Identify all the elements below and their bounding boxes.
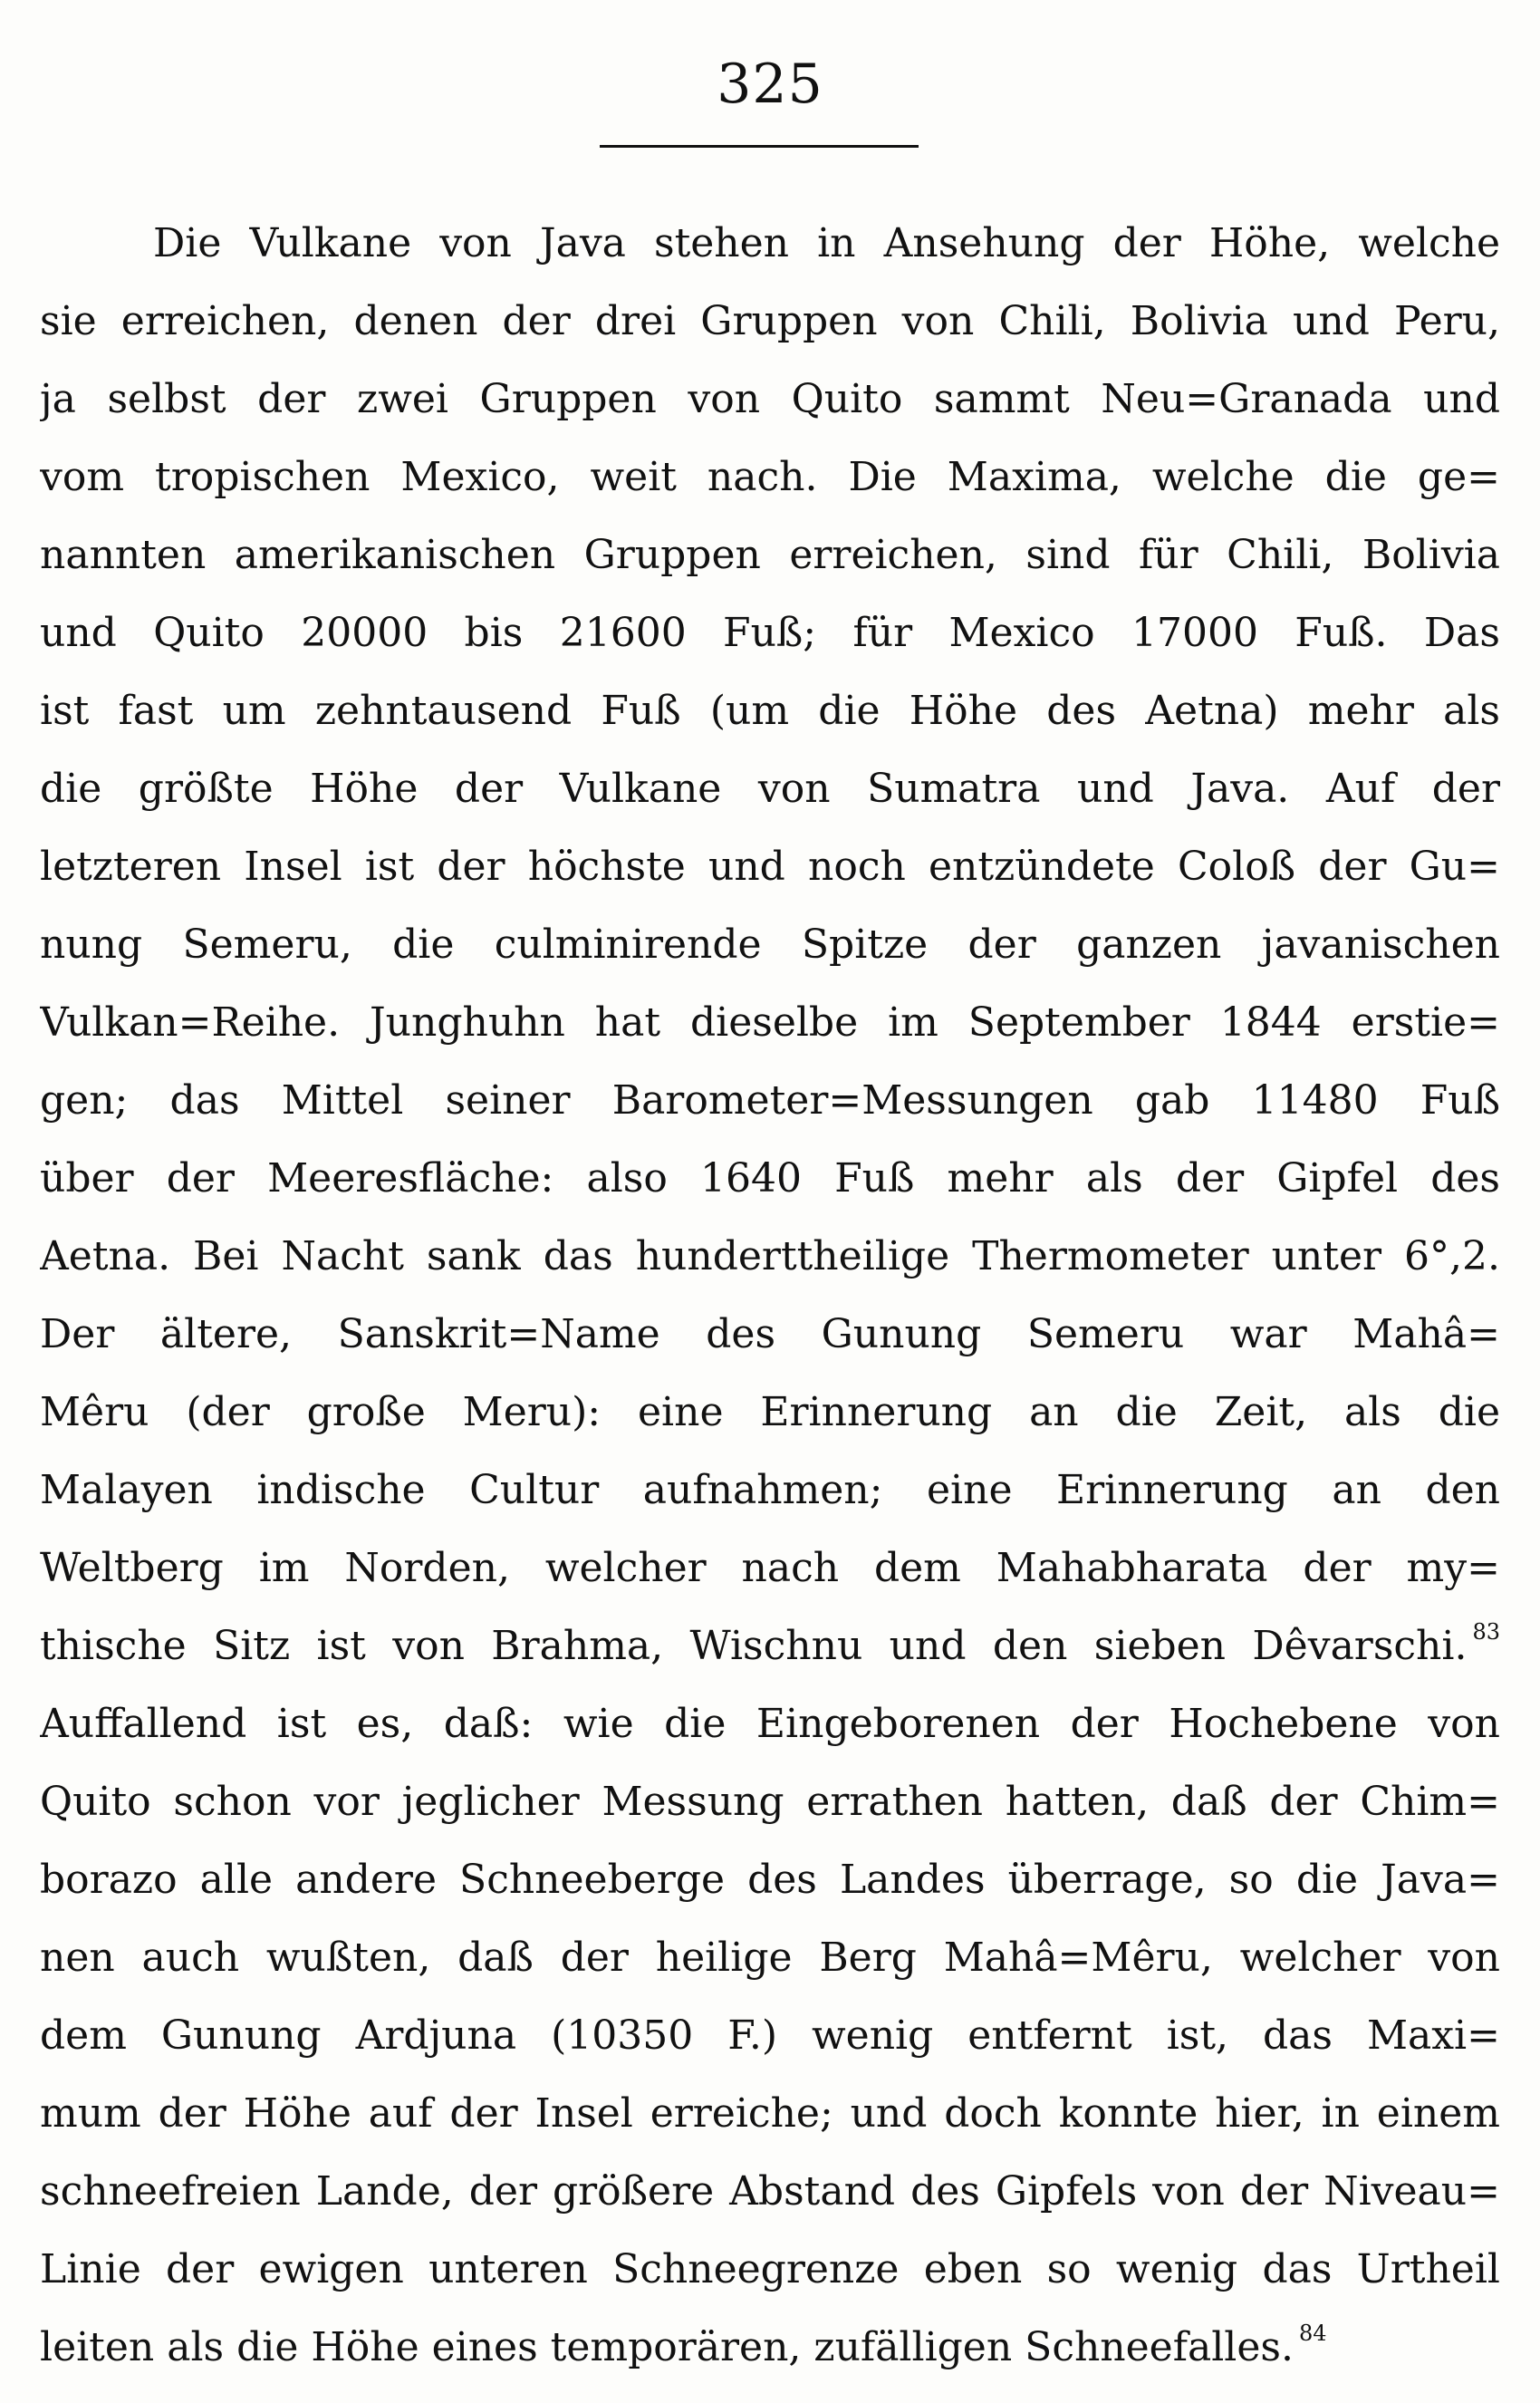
text-line: thische Sitz ist von Brahma, Wischnu und den sieben Dêvarschi. $^{83}$ — [40, 1619, 1500, 1669]
text-line: Vulkan=Reihe. Junghuhn hat dieselbe im September 1844 erstie= — [40, 999, 1500, 1046]
text-line: letzteren Insel ist der höchste und noch entzündete Coloß der Gu= — [40, 844, 1500, 890]
text-line: dem Gunung Ardjuna (10350 F.) wenig entfernt ist, das Maxi= — [40, 2012, 1500, 2059]
text-line: vom tropischen Mexico, weit nach. Die Maxima, welche die ge= — [40, 454, 1500, 500]
text-line: nen auch wußten, daß der heilige Berg Mahâ=Mêru, welcher von — [40, 1935, 1500, 1981]
text-line: gen; das Mittel seiner Barometer=Messungen gab 11480 Fuß — [40, 1077, 1500, 1124]
text-line: Die Vulkane von Java stehen in Ansehung der Höhe, welche — [153, 220, 1500, 266]
text-line: die größte Höhe der Vulkane von Sumatra und Java. Auf der — [40, 766, 1500, 812]
text-line: schneefreien Lande, der größere Abstand des Gipfels von der Niveau= — [40, 2168, 1500, 2215]
body-text — [40, 205, 1500, 2387]
text-line: ja selbst der zwei Gruppen von Quito sammt Neu=Granada und — [40, 376, 1500, 422]
text-line: Weltberg im Norden, welcher nach dem Mahabharata der my= — [40, 1545, 1500, 1591]
text-line: Quito schon vor jeglicher Messung errathen hatten, daß der Chim= — [40, 1779, 1500, 1825]
text-line: mum der Höhe auf der Insel erreiche; und doch konnte hier, in einem — [40, 2090, 1500, 2137]
text-line: Linie der ewigen unteren Schneegrenze eben so wenig das Urtheil — [40, 2246, 1500, 2292]
text-line: borazo alle andere Schneeberge des Landes überrage, so die Java= — [40, 1857, 1500, 1903]
text-line: leiten als die Höhe eines temporären, zufälligen Schneefalles. $^{84}$ — [40, 2321, 1327, 2370]
text-line: Der ältere, Sanskrit=Name des Gunung Semeru war Mahâ= — [40, 1311, 1500, 1357]
text-line: Malayen indische Cultur aufnahmen; eine Erinnerung an den — [40, 1467, 1500, 1513]
text-line: Aetna. Bei Nacht sank das hunderttheilige Thermometer unter 6°,2. — [40, 1233, 1500, 1279]
footnote-reference: 84 — [1298, 2321, 1327, 2346]
header-rule — [600, 145, 919, 148]
text-line: ist fast um zehntausend Fuß (um die Höhe des Aetna) mehr als — [40, 688, 1500, 734]
text-line: Auffallend ist es, daß: wie die Eingeborenen der Hochebene von — [40, 1701, 1500, 1747]
text-line: über der Meeresfläche: also 1640 Fuß mehr als der Gipfel des — [40, 1155, 1500, 1202]
text-line: und Quito 20000 bis 21600 Fuß; für Mexico 17000 Fuß. Das — [40, 610, 1500, 656]
page-number: 325 — [717, 53, 823, 116]
text-line: sie erreichen, denen der drei Gruppen von Chili, Bolivia und Peru, — [40, 298, 1500, 344]
text-line: nannten amerikanischen Gruppen erreichen, sind für Chili, Bolivia — [40, 532, 1500, 578]
footnote-reference: 83 — [1472, 1619, 1500, 1645]
text-line: nung Semeru, die culminirende Spitze der ganzen javanischen — [40, 922, 1500, 968]
text-line: Mêru (der große Meru): eine Erinnerung an die Zeit, als die — [40, 1389, 1500, 1435]
